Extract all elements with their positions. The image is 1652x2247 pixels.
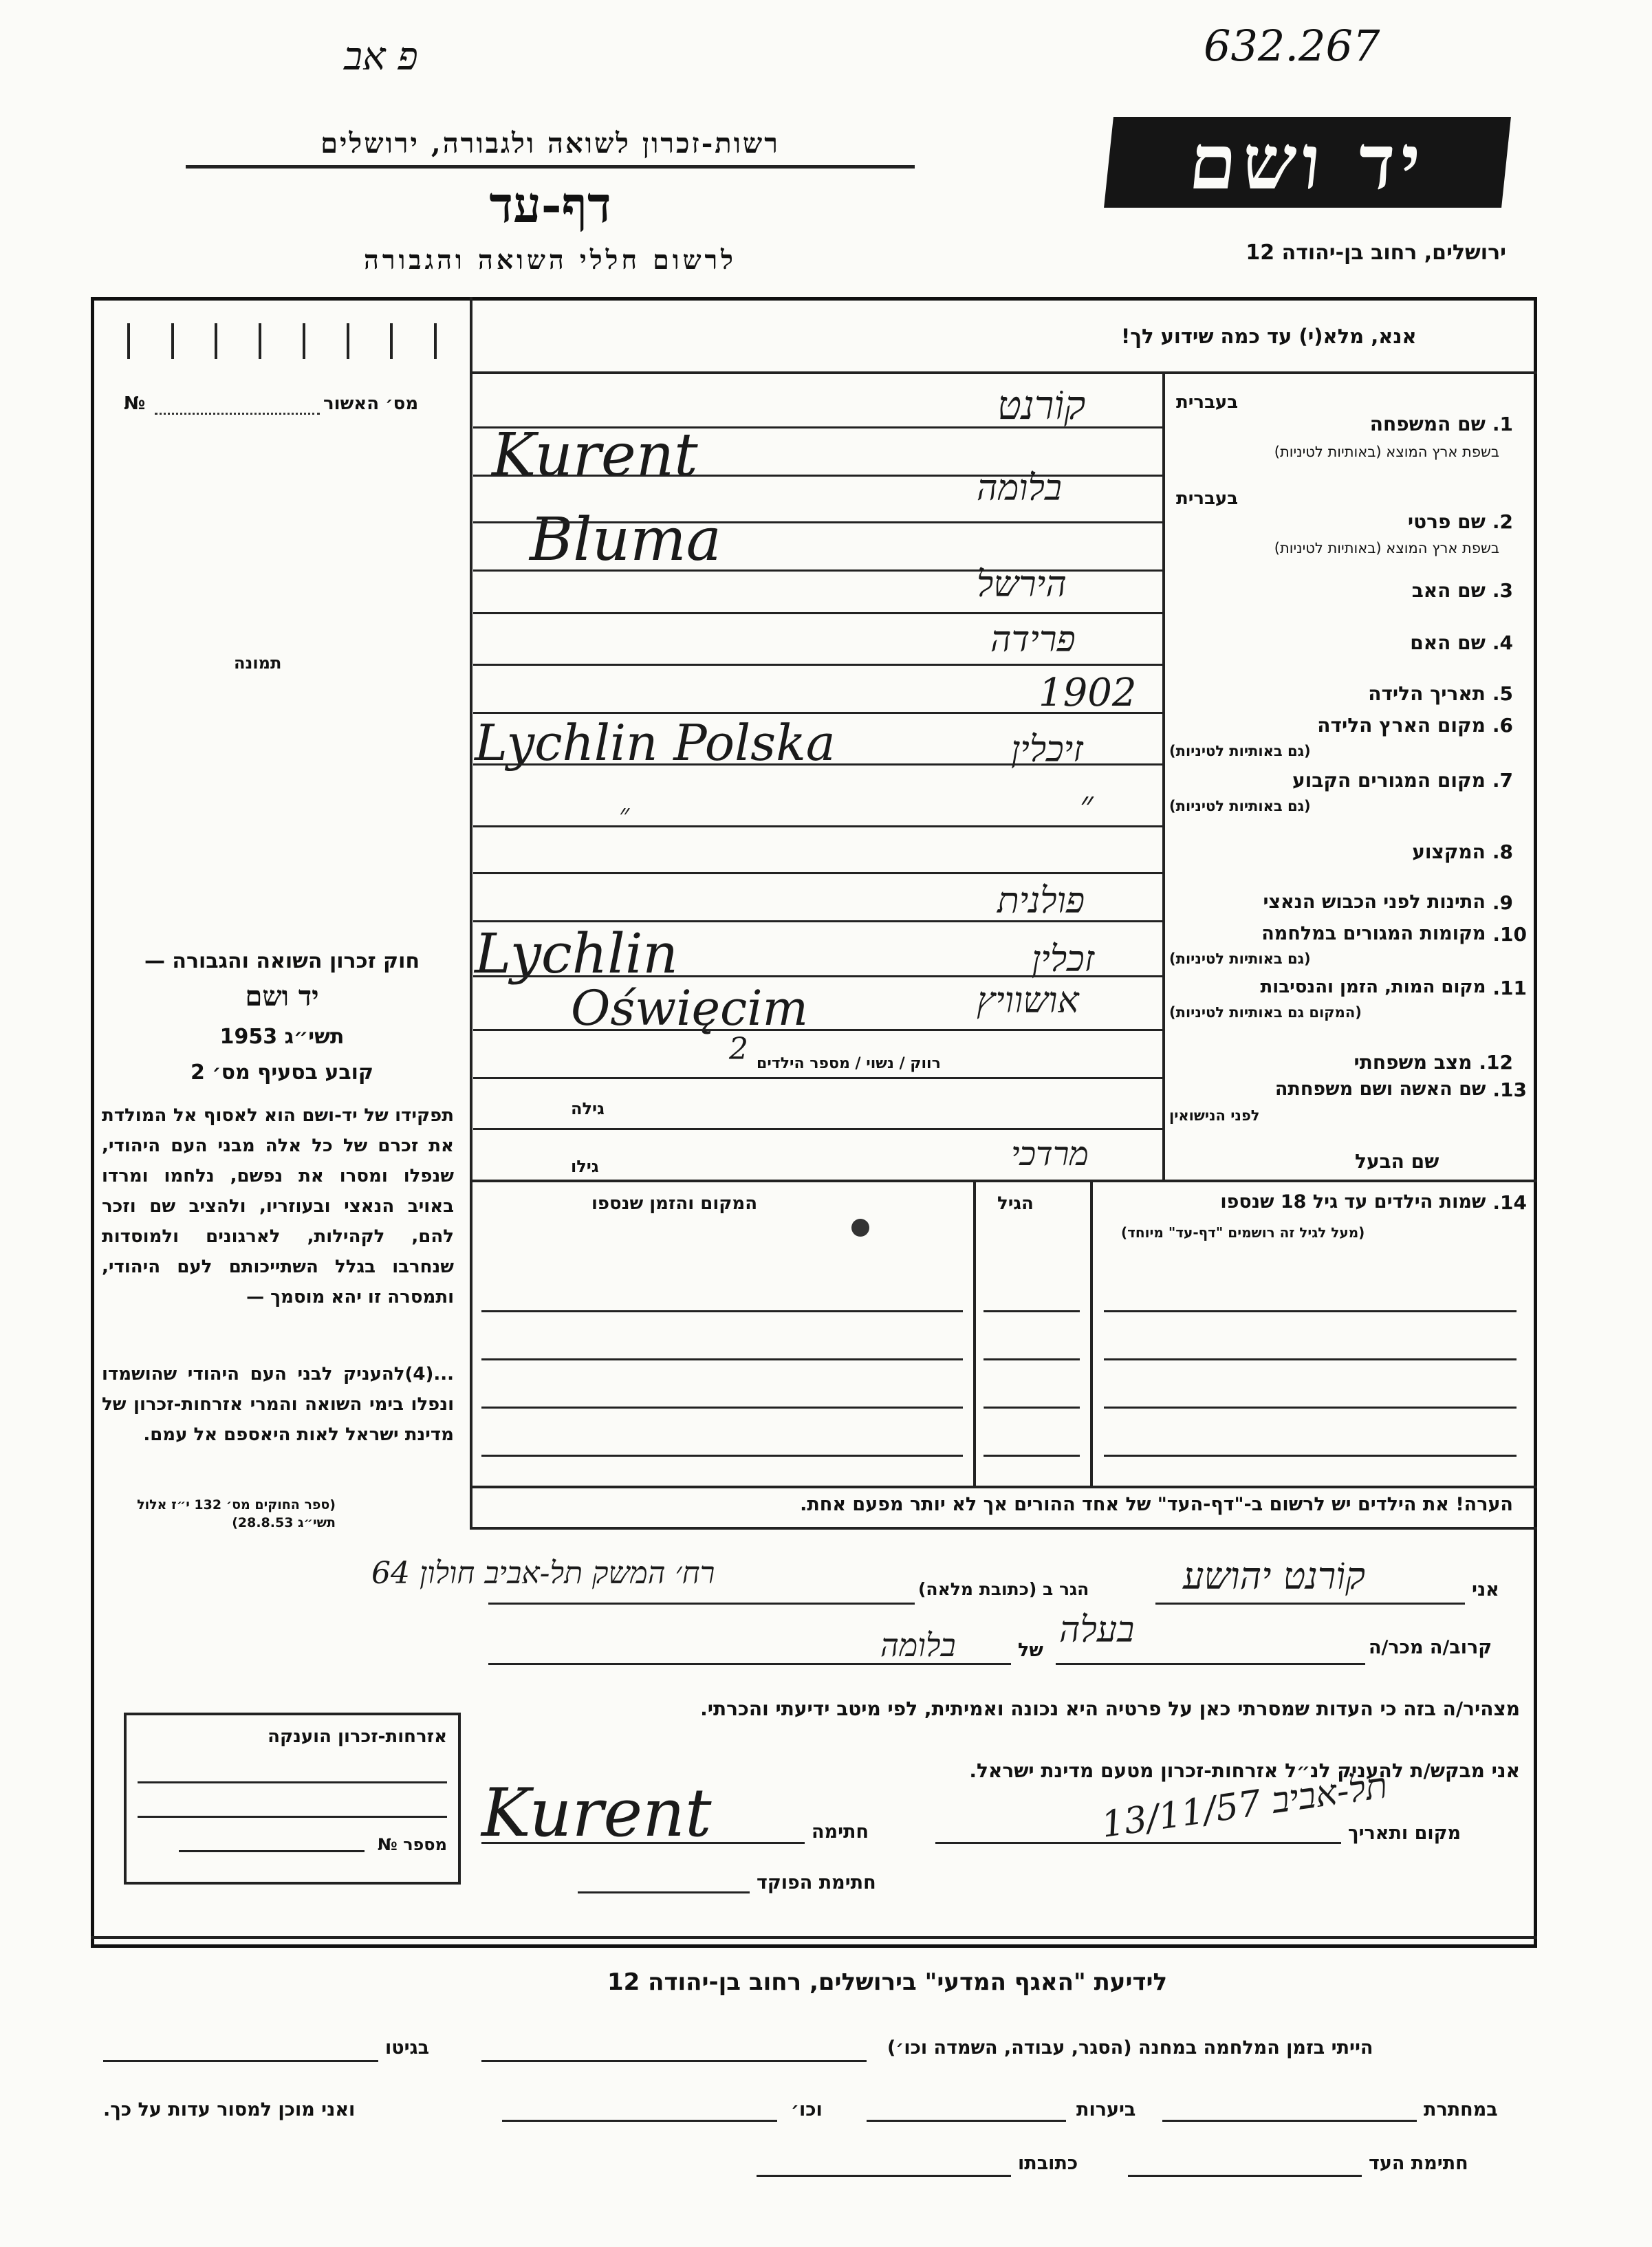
row-7-sub: (גם באותיות לטיניות) (1169, 798, 1311, 814)
decl-address-value[interactable]: רח׳ המשק תל-אביב חולון 64 (371, 1556, 715, 1591)
photo-label: תמונה (234, 653, 282, 673)
row-6-sub: (גם באותיות לטיניות) (1169, 743, 1311, 759)
citizenship-line-1 (138, 1781, 447, 1783)
children-age-line-3 (983, 1407, 1080, 1409)
row-10-hebrew-value[interactable]: זכלין (1032, 939, 1095, 980)
officer-line (578, 1891, 750, 1893)
row-13-title: שם האשה ושם משפחתה (1274, 1078, 1486, 1100)
row-2-label (1169, 510, 1513, 533)
children-sub: (מעל לגיל זה רושמים "דף-עד" מיוחד) (1121, 1224, 1365, 1241)
place-date-label: מקום ותאריך (1348, 1823, 1461, 1844)
children-line-1 (481, 1310, 963, 1312)
bottom-underground-line (1162, 2120, 1417, 2122)
officer-label: חתימת הפוקד (757, 1872, 876, 1893)
row-13-sub: לפני הנישואין (1169, 1107, 1260, 1124)
row-7-line (473, 825, 1162, 827)
children-line-4 (481, 1455, 963, 1457)
children-age-line-2 (983, 1358, 1080, 1360)
children-line-2 (481, 1358, 963, 1360)
row-4-label (1169, 631, 1513, 654)
children-title (1100, 1191, 1527, 1214)
row-12-num: 12. (1479, 1051, 1513, 1074)
row-4-num: 4. (1492, 631, 1513, 654)
row-6-latin-value[interactable]: Lychlin Polska (475, 714, 836, 772)
form-subtitle: לרשום חללי השואה והגבורה (364, 244, 737, 275)
hole-punch-icon (851, 1219, 869, 1237)
children-note: הערה! את הילדים יש לרשום ב-"דף-העד" של אחד ההורים אך לא יותר מפעם אחת. (800, 1494, 1513, 1515)
row-3-num: 3. (1492, 579, 1513, 602)
row-1-hebrew-value[interactable]: קוֹרנט (997, 382, 1086, 428)
row-1-title: שם המשפחה (1369, 413, 1486, 435)
row-4-value[interactable]: פרידה (990, 619, 1076, 660)
bottom-ghetto-label: בגיטו (385, 2037, 430, 2059)
row-3-value[interactable]: הירשל (977, 564, 1067, 605)
row-8-title: המקצוע (1412, 840, 1486, 863)
row-9-num: 9. (1492, 891, 1513, 914)
row-7-value[interactable]: ״ (1080, 784, 1094, 825)
decl-request: אני מבקש/ת להעניק לנ״ל אזרחות-זכרון מטעם מדינת ישראל. (969, 1759, 1520, 1782)
row-13-age-label: גילה (571, 1099, 605, 1118)
bottom-forests-label: ביערות (1076, 2099, 1136, 2120)
children-age-col-left (973, 1180, 976, 1486)
row-2-latin-value[interactable]: Bluma (530, 506, 721, 574)
corner-right-mark: 632.267 (1204, 21, 1380, 71)
row-9-label (1169, 891, 1513, 914)
row-11-line (473, 1029, 1162, 1031)
bottom-underground-label: במחתרת (1424, 2099, 1498, 2120)
place-date-line (935, 1842, 1341, 1844)
row-11-latin-value[interactable]: Oświęcim (571, 980, 809, 1036)
address: ירושלים, רחוב בן-יהודה 12 (1246, 241, 1506, 265)
law-year: תשי״ג 1953 (219, 1025, 345, 1049)
row-12-value[interactable]: 2 (729, 1032, 748, 1067)
law-text: תפקידו של יד-ושם הוא לאסוף אל המולדת את זכרם של כל אלה מבני העם היהודי, שנפלו ומסרו את נפשם, נלחמו ומרדו באויב הנאצי ובעוזריו, ולהציב שם וזכר להם, לקהילות, לארגונים ולמוסדות שנחרבו בגלל השתייכותם לעם היהודי, ותמסרה זו יהא מוסמך — (102, 1105, 454, 1307)
row-2-hint: בעברית (1176, 488, 1239, 509)
bottom-camp-label: הייתי בזמן המלחמה במחנה (הסגר, עבודה, השמדה וכו׳) (887, 2037, 1373, 2059)
row-7-num: 7. (1492, 769, 1513, 792)
row-4-line (473, 664, 1162, 666)
row-5-title: תאריך הלידה (1368, 682, 1486, 705)
row-2-num: 2. (1492, 510, 1513, 533)
children-age-line-4 (983, 1455, 1080, 1457)
decl-of-label: של (1018, 1640, 1043, 1661)
left-column-divider (470, 297, 472, 1528)
row-10-num: 10. (1492, 923, 1527, 946)
law-reference: (ספר החוקים מס׳ 132 י״ז אלול תשי״ג 28.8.53) (137, 1497, 336, 1530)
bottom-ghetto-line (103, 2060, 378, 2062)
children-name-line-2 (1104, 1358, 1517, 1360)
row-10-latin-value[interactable]: Lychlin (475, 922, 678, 986)
bottom-etc-label: וכו׳ (791, 2099, 823, 2120)
bottom-title: לידיעת "האגף המדעי" בירושלים, רחוב בן-יהודה 12 (607, 1968, 1168, 1996)
institute-name: רשות-זכרון לשואה ולגבורה, ירושלים (320, 127, 780, 160)
row-10-line (473, 975, 1162, 977)
main-section-bottom (470, 1486, 1537, 1488)
row-7-label (1169, 769, 1513, 792)
row-9-title: התינות לפני הכבוש הנאצי (1263, 891, 1486, 913)
bottom-witness-label: חתימת העד (1369, 2153, 1468, 2174)
row-7-title: מקום המגורים הקבוע (1292, 769, 1486, 792)
signature-value[interactable]: Kurent (481, 1774, 712, 1852)
row-13-num: 13. (1492, 1078, 1527, 1101)
row-12-label (1169, 1051, 1513, 1074)
children-name-line-4 (1104, 1455, 1517, 1457)
decl-person-line (488, 1663, 1011, 1665)
instruction-underline (470, 371, 1537, 374)
row-1-num: 1. (1492, 413, 1513, 435)
row-6-hebrew-value[interactable]: זיכלין (1011, 729, 1083, 770)
row-6-label (1169, 714, 1513, 737)
decl-relation-value[interactable]: בעלה (1059, 1609, 1135, 1651)
citizenship-line-2 (138, 1816, 447, 1818)
row-2-hebrew-value[interactable]: בלומה (977, 468, 1062, 509)
row-2-title: שם פרטי (1407, 510, 1486, 533)
decl-statement: מצהיר/ה בזה כי העדות שמסרתי כאן על פרטיה היא נכונה ואמיתית, לפי מיטב ידיעתי והכרתי. (700, 1697, 1520, 1720)
law-text-2: ...(4)להעניק לבני העם היהודי שהושמדו ונפלו בימי השואה והמרי אזרחות-זכרון של מדינת ישראל לאות היאספם אל עמם. (102, 1364, 454, 1445)
citizenship-number: מספר № (377, 1835, 447, 1854)
children-age-header: הגיל (997, 1193, 1034, 1214)
note-section-bottom (470, 1527, 1537, 1530)
form-title: דף-עד (489, 175, 611, 234)
bottom-etc-line (502, 2120, 777, 2122)
row-11-hebrew-value[interactable]: אושוויץ (977, 980, 1079, 1021)
bottom-witness-line (1128, 2175, 1362, 2177)
decl-name-line (1155, 1603, 1465, 1605)
row-10-label (1169, 923, 1527, 946)
children-name-line-1 (1104, 1310, 1517, 1312)
row-6-title: מקום הארץ הלידה (1317, 714, 1486, 737)
bottom-forests-line (867, 2120, 1066, 2122)
citizenship-number-line (179, 1850, 365, 1852)
decl-relation-label: קרוב/ה מכר/ה (1369, 1637, 1492, 1658)
row-1-hint: בעברית (1176, 392, 1239, 413)
signature-label: חתימה (812, 1821, 869, 1843)
decl-i-label: אני (1472, 1579, 1499, 1600)
children-age-line-1 (983, 1310, 1080, 1312)
row-12-line (473, 1077, 1162, 1079)
row-8-label (1169, 840, 1513, 863)
row-11-sub: (המקום גם באותיות לטיניות) (1169, 1004, 1362, 1021)
logo-text: יד ושם (1184, 118, 1431, 206)
bottom-address-line (757, 2175, 1011, 2177)
row-3-label (1169, 579, 1513, 602)
husband-value[interactable]: מרדכי (1011, 1135, 1089, 1173)
approval-ticks (127, 323, 437, 359)
row-6-line (473, 763, 1162, 766)
row-2-hebrew-line (473, 521, 1162, 523)
decl-person-value[interactable]: בלומה (880, 1627, 956, 1664)
decl-address-label: הגר ב (כתובת מלאה) (918, 1579, 1089, 1599)
corner-left-mark: פ אב (344, 34, 418, 79)
row-9-value[interactable]: פולנית (997, 880, 1085, 922)
row-1-hebrew-line (473, 426, 1162, 428)
children-name-line-3 (1104, 1407, 1517, 1409)
form-instruction: אנא, מלא(י) עד כמה שידוע לך! (1121, 325, 1417, 348)
husband-label: שם הבעל (1355, 1150, 1439, 1173)
row-10-sub: (גם באותיות לטיניות) (1169, 951, 1311, 967)
bottom-testimony-label: ואני מוכן למסור עדות על כך. (103, 2099, 356, 2120)
row-8-num: 8. (1492, 840, 1513, 863)
row-2-sub: בשפת ארץ המוצא (באותיות לטיניות) (1274, 540, 1499, 556)
row-6-num: 6. (1492, 714, 1513, 737)
label-column-divider (1162, 371, 1165, 1180)
decl-name-value[interactable]: קוֹרנט יהושע (1183, 1554, 1365, 1598)
children-title-text: שמות הילדים עד גיל 18 שנספו (1220, 1191, 1486, 1213)
row-3-title: שם האב (1411, 579, 1486, 602)
law-clause: קובע בסעיף מס׳ 2 (190, 1061, 374, 1085)
row-11-num: 11. (1492, 977, 1527, 999)
children-place-header: המקום והזמן שנספו (591, 1193, 758, 1214)
row-7-latin-value[interactable]: ״ (619, 799, 630, 830)
row-11-label (1169, 977, 1527, 999)
place-date-value[interactable]: תל-אביב 13/11/57 (1098, 1765, 1390, 1846)
institute-underline (186, 165, 915, 169)
row-8-line (473, 872, 1162, 874)
decl-relation-line (1056, 1663, 1365, 1665)
signature-line (481, 1842, 805, 1844)
row-1-label (1169, 413, 1513, 435)
husband-age-label: גילו (571, 1157, 599, 1176)
row-1-latin-value[interactable]: Kurent (492, 421, 698, 490)
children-num: 14. (1492, 1191, 1527, 1214)
decl-address-line (488, 1603, 915, 1605)
law-logo: יד ושם (245, 980, 319, 1012)
approval-num: № (124, 393, 146, 414)
citizenship-label: אזרחות-זכרון הוענקה (268, 1726, 447, 1747)
row-3-line (473, 612, 1162, 614)
row-12-sub: רווק / נשוי / מספר הילדים (757, 1055, 941, 1072)
children-section-top (470, 1180, 1537, 1182)
children-line-3 (481, 1407, 963, 1409)
row-11-title: מקום המות, הזמן והנסיבות (1260, 977, 1486, 997)
children-age-col-right (1090, 1180, 1093, 1486)
law-title: חוק זכרון השואה והגבורה — (144, 949, 420, 973)
row-5-num: 5. (1492, 682, 1513, 705)
bottom-camp-line (481, 2060, 867, 2062)
row-13-label (1169, 1078, 1527, 1101)
row-4-title: שם האם (1410, 631, 1486, 654)
approval-label: מס׳ האשור (323, 393, 419, 414)
row-13-line (473, 1128, 1162, 1130)
bottom-address-label: כתובתו (1018, 2153, 1078, 2174)
row-5-value[interactable]: 1902 (1039, 671, 1137, 715)
yad-vashem-logo (1104, 117, 1511, 208)
row-1-sub: בשפת ארץ המוצא (באותיות לטיניות) (1274, 444, 1499, 460)
row-5-label (1169, 682, 1513, 705)
bottom-section-top (91, 1936, 1537, 1939)
row-10-title: מקומות המגורים במלחמה (1261, 923, 1486, 944)
approval-field[interactable] (155, 413, 320, 415)
row-12-title: מצב משפחתי (1354, 1051, 1472, 1074)
